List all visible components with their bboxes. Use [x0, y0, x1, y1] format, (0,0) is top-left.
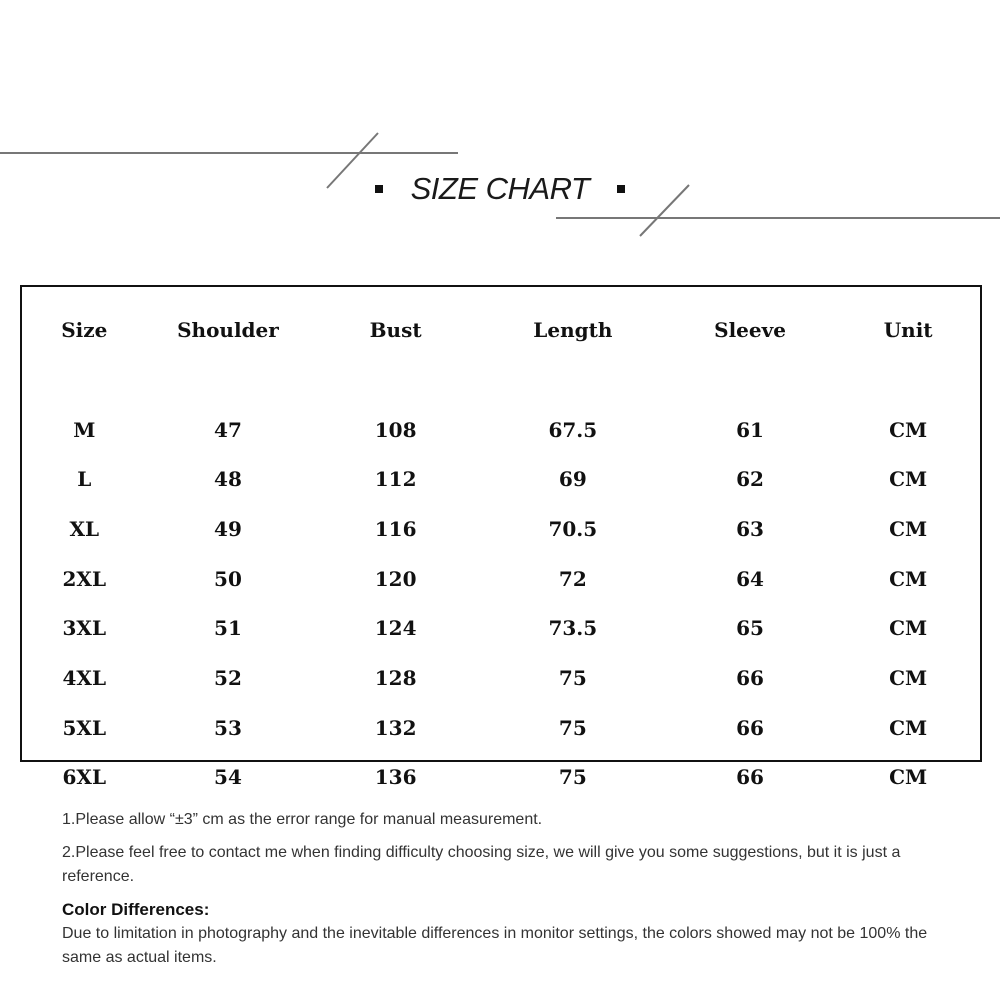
cell-size: 3XL — [62, 616, 107, 641]
cell-sleeve: 63 — [736, 516, 764, 541]
square-bullet-icon — [617, 185, 625, 193]
size-table — [22, 305, 980, 802]
cell-bust: 136 — [374, 765, 417, 790]
table-body — [22, 355, 980, 802]
cell-unit: CM — [889, 566, 928, 591]
cell-length: 67.5 — [548, 417, 598, 442]
table-row — [22, 554, 980, 604]
table-row — [22, 603, 980, 653]
cell-length: 75 — [558, 665, 587, 690]
table-row — [22, 753, 980, 803]
cell-sleeve: 61 — [736, 417, 764, 442]
table-row — [22, 405, 980, 455]
cell-sleeve: 66 — [736, 665, 764, 690]
cell-shoulder: 49 — [214, 516, 242, 541]
header-shoulder: Shoulder — [177, 318, 279, 342]
cell-unit: CM — [889, 715, 928, 740]
size-table-container — [20, 285, 982, 790]
cell-sleeve: 64 — [736, 566, 764, 591]
cell-length: 69 — [558, 467, 587, 492]
table-row — [22, 703, 980, 753]
cell-size: L — [77, 467, 92, 492]
cell-bust: 128 — [374, 665, 417, 690]
title-text: SIZE CHART — [410, 171, 590, 206]
square-bullet-icon — [375, 185, 383, 193]
cell-unit: CM — [889, 417, 928, 442]
cell-length: 72 — [558, 566, 587, 591]
cell-unit: CM — [889, 765, 928, 790]
table-row — [22, 653, 980, 703]
note-contact: 2.Please feel free to contact me when finding difficulty choosing size, we will give you some suggestions, but it is just a reference. — [62, 844, 901, 885]
cell-shoulder: 54 — [214, 765, 242, 790]
header-sleeve: Sleeve — [714, 318, 786, 342]
cell-shoulder: 51 — [214, 616, 242, 641]
table-header-row — [22, 305, 980, 355]
cell-sleeve: 65 — [736, 616, 764, 641]
cell-bust: 112 — [374, 467, 417, 492]
header-length: Length — [533, 318, 613, 342]
cell-bust: 120 — [374, 566, 417, 591]
cell-size: 5XL — [62, 715, 107, 740]
cell-unit: CM — [889, 516, 928, 541]
cell-unit: CM — [889, 665, 928, 690]
cell-bust: 124 — [374, 616, 417, 641]
cell-length: 75 — [558, 765, 587, 790]
table-row — [22, 504, 980, 554]
cell-length: 70.5 — [548, 516, 598, 541]
cell-unit: CM — [889, 616, 928, 641]
cell-shoulder: 50 — [214, 566, 242, 591]
cell-size: 4XL — [62, 665, 107, 690]
cell-length: 73.5 — [548, 616, 598, 641]
cell-shoulder: 47 — [214, 417, 242, 442]
note-error-range: 1.Please allow “±3” cm as the error range for manual measurement. — [62, 811, 543, 828]
header-size: Size — [61, 318, 108, 342]
cell-size: M — [73, 417, 96, 442]
cell-size: XL — [69, 516, 100, 541]
cell-bust: 132 — [374, 715, 417, 740]
cell-bust: 116 — [374, 516, 417, 541]
cell-unit: CM — [889, 467, 928, 492]
cell-shoulder: 52 — [214, 665, 242, 690]
color-differences-text: Due to limitation in photography and the inevitable differences in monitor settings, the colors showed may not be 100% the same as actual items. — [62, 925, 928, 966]
header-spacer — [22, 355, 980, 405]
size-chart-title — [0, 166, 1000, 212]
cell-sleeve: 66 — [736, 715, 764, 740]
cell-size: 6XL — [62, 765, 107, 790]
cell-shoulder: 53 — [214, 715, 242, 740]
color-differences-heading: Color Differences: — [62, 900, 210, 919]
table-row — [22, 454, 980, 504]
cell-size: 2XL — [62, 566, 107, 591]
cell-sleeve: 66 — [736, 765, 764, 790]
header-bust: Bust — [369, 318, 422, 342]
cell-length: 75 — [558, 715, 587, 740]
header-unit: Unit — [883, 318, 933, 342]
cell-bust: 108 — [374, 417, 417, 442]
cell-shoulder: 48 — [214, 467, 242, 492]
notes-section — [62, 808, 942, 979]
cell-sleeve: 62 — [736, 467, 764, 492]
decorative-lines — [0, 0, 1000, 260]
